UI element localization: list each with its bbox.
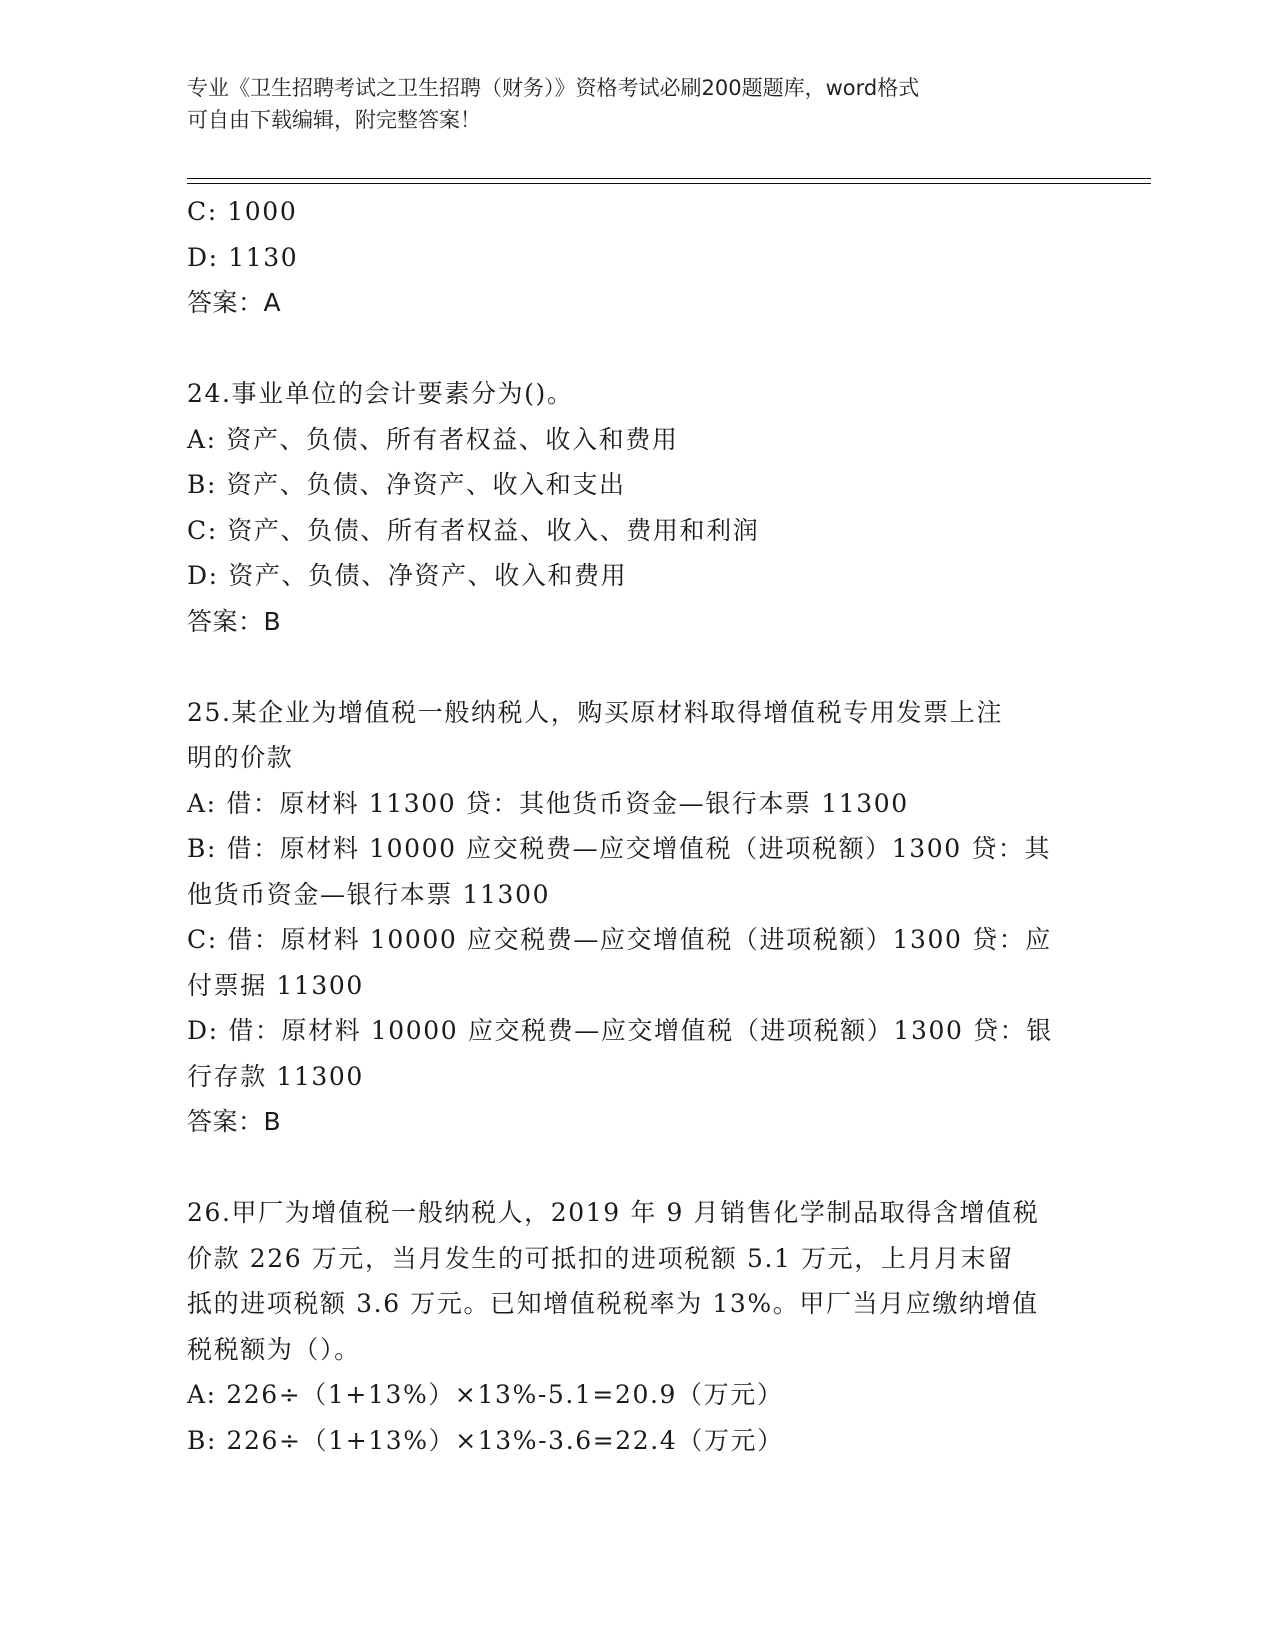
header-line-2: 可自由下载编辑，附完整答案！: [187, 108, 481, 132]
option-c: C: 1000: [187, 197, 298, 226]
option-b-line-1: B: 借：原材料 10000 应交税费—应交增值税（进项税额）1300 贷：其: [187, 834, 1052, 863]
document-header: [187, 72, 1087, 136]
answer: 答案：A: [187, 288, 282, 317]
spacer: [187, 644, 1087, 690]
question-stem: 24.事业单位的会计要素分为()。: [187, 379, 574, 408]
header-rule-top: [187, 178, 1151, 179]
question-24: [187, 371, 1087, 644]
option-a: A: 借：原材料 11300 贷：其他货币资金—银行本票 11300: [187, 788, 909, 818]
question-23-tail: [187, 189, 1087, 326]
question-stem-line-2: 明的价款: [187, 743, 294, 772]
option-b-line-2: 他货币资金—银行本票 11300: [187, 879, 551, 909]
option-a: A: 资产、负债、所有者权益、收入和费用: [187, 424, 679, 454]
option-d-line-1: D: 借：原材料 10000 应交税费—应交增值税（进项税额）1300 贷：银: [187, 1016, 1053, 1045]
option-c-line-1: C: 借：原材料 10000 应交税费—应交增值税（进项税额）1300 贷：应: [187, 925, 1052, 954]
question-stem-line-3: 抵的进项税额 3.6 万元。已知增值税税率为 13%。甲厂当月应缴纳增值: [187, 1289, 1039, 1318]
header-rule-bottom: [187, 183, 1151, 184]
option-c: C: 资产、负债、所有者权益、收入、费用和利润: [187, 515, 760, 545]
header-line-1: 专业《卫生招聘考试之卫生招聘（财务）》资格考试必刷200题题库，word格式: [187, 76, 920, 100]
document-body: [187, 189, 1087, 1463]
question-stem-line-1: 26.甲厂为增值税一般纳税人，2019 年 9 月销售化学制品取得含增值税: [187, 1198, 1040, 1227]
option-b: B: 资产、负债、净资产、收入和支出: [187, 470, 626, 499]
question-stem-line-2: 价款 226 万元，当月发生的可抵扣的进项税额 5.1 万元，上月月末留: [187, 1243, 1014, 1273]
question-26: [187, 1190, 1087, 1463]
question-stem-line-1: 25.某企业为增值税一般纳税人，购买原材料取得增值税专用发票上注: [187, 697, 1003, 727]
answer: 答案：B: [187, 1107, 282, 1136]
option-d: D: 1130: [187, 242, 299, 272]
question-25: [187, 690, 1087, 1145]
option-d: D: 资产、负债、净资产、收入和费用: [187, 561, 628, 590]
spacer: [187, 1145, 1087, 1191]
question-stem-line-4: 税税额为（）。: [187, 1334, 361, 1364]
option-c-line-2: 付票据 11300: [187, 970, 364, 1000]
spacer: [187, 326, 1087, 372]
option-a: A: 226÷（1+13%）×13%-5.1=20.9（万元）: [187, 1380, 784, 1409]
option-b: B: 226÷（1+13%）×13%-3.6=22.4（万元）: [187, 1425, 784, 1455]
option-d-line-2: 行存款 11300: [187, 1061, 364, 1091]
answer: 答案：B: [187, 606, 282, 636]
